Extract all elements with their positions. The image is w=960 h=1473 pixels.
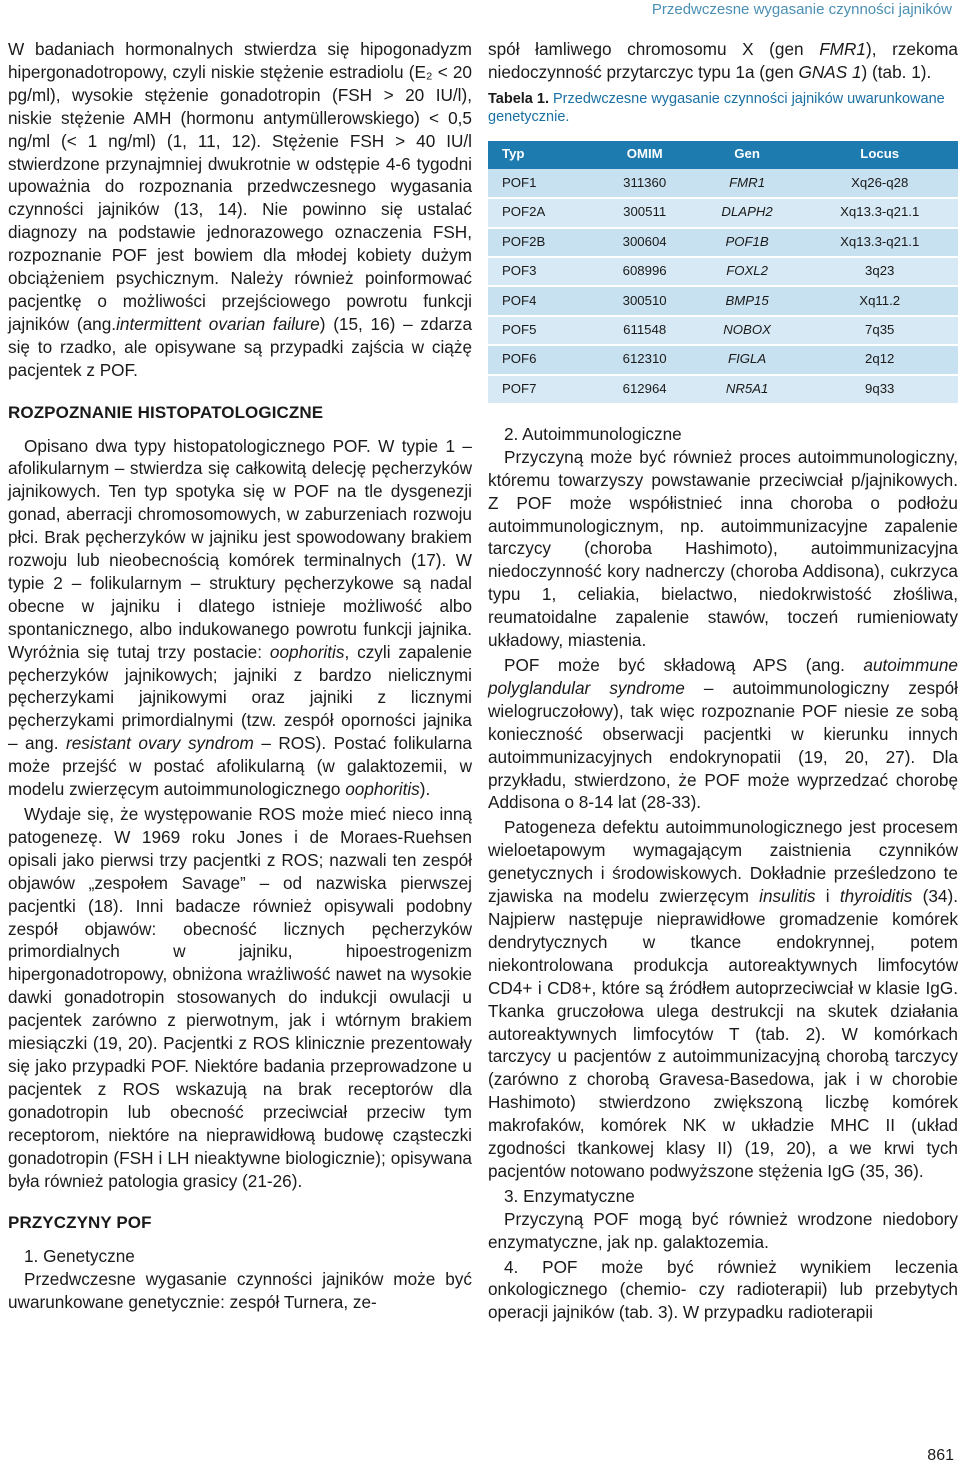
table-header-locus: Locus <box>860 146 900 162</box>
page-number: 861 <box>927 1447 954 1464</box>
table-cell: DLAPH2 <box>721 204 773 220</box>
paragraph-aps: POF może być składową APS (ang. autoimmune polyglandular syndrome – autoimmunologiczny zespół wielogruczołowy), tak więc rozpoznanie POF niesie ze sobą konieczność obserwacji pacjentki w kierunku innych autoimmunizacyjnych endokrynopatii (19, 20, 27). Dla przykładu, stwierdzono, że POF może wyprzedzać chorobę Addisona o 8-14 lat (28-33). <box>488 655 959 813</box>
subheading-autoimmune: 2. Autoimmunologiczne <box>504 423 682 444</box>
table-cell: 9q33 <box>865 380 895 396</box>
paragraph-genetic: Przedwczesne wygasanie czynności jajników może być uwarunkowane genetycznie: zespół Turnera, ze- <box>8 1269 472 1313</box>
table-row <box>488 375 958 404</box>
table-cell: POF3 <box>502 263 537 279</box>
table-cell: 3q23 <box>865 263 895 279</box>
subheading-genetic: 1. Genetyczne <box>24 1246 135 1267</box>
running-header <box>0 0 960 22</box>
table-cell: 2q12 <box>865 351 895 367</box>
table-row <box>488 198 958 227</box>
table-cell: Xq26-q28 <box>851 174 909 190</box>
table-row <box>488 169 958 198</box>
subheading-enzymatic: 3. Enzymatyczne <box>504 1185 635 1206</box>
table-cell: BMP15 <box>725 292 769 308</box>
table-cell: NOBOX <box>723 322 771 337</box>
table-cell: 612964 <box>622 380 667 396</box>
table-row <box>488 345 958 374</box>
table-cell: 300511 <box>623 204 667 220</box>
table-cell: 300510 <box>622 292 667 308</box>
table-row <box>488 228 958 257</box>
table-cell: 608996 <box>622 263 667 279</box>
table-cell: 300604 <box>622 233 667 249</box>
table-cell: POF6 <box>502 351 537 367</box>
table-cell: POF1 <box>502 174 537 190</box>
table-header-row <box>488 141 958 169</box>
table-header-omim: OMIM <box>626 146 663 162</box>
table-cell: POF2B <box>502 233 546 249</box>
table-cell: POF5 <box>502 322 537 337</box>
table-caption-label: Tabela 1. <box>488 90 549 107</box>
table-cell: NR5A1 <box>725 380 769 396</box>
paragraph-histopathology: Opisano dwa typy histopatologicznego POF. W typie 1 – afolikularnym – stwierdza się całkowitą delecję pęcherzyków jajnikowych. Ten typ spotyka się w POF na tle dysgenezji gonad, aberracji chromosomowych, w zaburzeniach rozwoju płci. Brak pęcherzyków w jajniku jest spowodowany brakiem rozwoju lub nieobecnością komórek terminalnych (17). W typie 2 – folikularnym – struktury pęcherzykowe są nadal obecne w jajniku i dlatego istnieje możliwość albo spontanicznego, albo indukowanego powrotu funkcji jajnika. Wyróżnia się tutaj trzy postacie: oophoritis, czyli zapalenie pęcherzyków jajnikowych; jajniki z bardzo nielicznymi pęcherzykami jajnikowymi oraz jajniki z licznymi pęcherzykami primordialnymi (tzw. zespół oporności jajnika – ang. resistant ovary syndrom – ROS). Postać folikularna może przejść w postać afolikularną (w galaktozemii, w modelu zwierzęcym autoimmunologicznego oophoritis). <box>8 435 473 800</box>
table-cell: 612310 <box>622 351 667 367</box>
table-cell: 311360 <box>623 174 667 190</box>
heading-causes: PRZYCZYNY POF <box>8 1213 152 1233</box>
paragraph-hormonal-diagnosis: W badaniach hormonalnych stwierdza się hipogonadyzm hipergonadotropowy, czyli niskie stężenie estradiolu (E₂ < 20 pg/ml), wysokie stężenie gonadotropin (FSH > 20 IU/l), niskie stężenie AMH (hormonu antymüllerowskiego) < 0,5 ng/ml (< 1 ng/ml) (1, 11, 12). Stężenie FSH > 40 IU/l stwierdzone przynajmniej dwukrotnie w odstępie 4-6 tygodni upoważnia do rozpoznania przedwczesnego wygasania czynności jajników (13, 14). Nie powinno się ustalać diagnozy na podstawie jednorazowego oznaczenia FSH, rozpoznanie POF jest bowiem dla młodej kobiety dużym obciążeniem psychicznym. Należy również poinformować pacjentkę o możliwości przejściowego powrotu funkcji jajników (ang.intermittent ovarian failure) (15, 16) – zdarza się to rzadko, ale opisywane są przypadki zajścia w ciążę pacjentek z POF. <box>8 39 473 380</box>
table-cell: POF4 <box>502 292 537 308</box>
paragraph-enzymatic: Przyczyną POF mogą być również wrodzone niedobory enzymatyczne, jak np. galaktozemia. <box>488 1208 958 1252</box>
table-row <box>488 286 958 315</box>
left-column <box>8 38 472 1316</box>
genetic-pof-table <box>488 141 958 405</box>
running-header-title: Przedwczesne wygasanie czynności jajników <box>651 1 952 18</box>
paragraph-autoimmune: Przyczyną może być również proces autoimmunologiczny, któremu towarzyszy powstawanie przeciwciał p/jajnikowych. Z POF może współistnieć inna choroba o podłożu autoimmunologicznym, np. autoimmunizacyjne zapalenie tarczycy (choroba Hashimoto), autoimmunizacyjna niedoczynność kory nadnerczy (choroba Addisona), cukrzyca typu 1, celiakia, bielactwo, niedokrwistość złośliwa, reumatoidalne zapalenie stawów, toczeń rumieniowaty układowy, miastenia. <box>488 446 958 651</box>
table-cell: FIGLA <box>728 351 767 367</box>
table-header-gen: Gen <box>734 146 760 162</box>
table-cell: POF7 <box>502 380 537 396</box>
table-cell: FMR1 <box>729 174 766 190</box>
table-header-typ: Typ <box>502 146 525 162</box>
paragraph-oncologic: 4. POF może być również wynikiem leczenia onkologicznego (chemio- czy radioterapii) lub przebytych operacji jajników (tab. 3). W przypadku radioterapii <box>488 1256 958 1323</box>
table-cell: 611548 <box>623 322 667 337</box>
table-cell: Xq11.2 <box>859 292 901 308</box>
table-cell: POF2A <box>502 204 546 220</box>
table-caption-text: Przedwczesne wygasanie czynności jajników uwarunkowane genetycznie. <box>488 90 945 126</box>
table-cell: FOXL2 <box>726 263 768 279</box>
paragraph-pathogenesis: Patogeneza defektu autoimmunologicznego jest procesem wieloetapowym wymagającym zaistnienia czynników genetycznych i środowiskowych. Dokładnie prześledzono te zjawiska na modelu zwierzęcym insulitis i thyroiditis (34). Najpierw następuje nieprawidłowe gromadzenie komórek dendrytycznych w tkance endokrynnej, potem niekontrolowana produkcja autoreaktywnych limfocytów CD4+ i CD8+, które są źródłem autoprzeciwciał w klasie IgG. Tkanka gruczołowa ulega destrukcji na skutek działania autoreaktywnych limfocytów T (tab. 2). W komórkach tarczycy u pacjentów z autoimmunizacyjną chorobą tarczycy (zarówno z chorobą Gravesa-Basedowa, jak i w chorobie Hashimoto) stwierdzono zwiększoną liczbę komórek makrofaków, komórek NK w układzie MHC II (układ zgodności tkankowej klasy II) (19, 20), a we krwi tych pacjentów notowano podwyższone stężenia IgG (35, 36). <box>488 817 958 1181</box>
paragraph-ros: Wydaje się, że występowanie ROS może mieć nieco inną patogenezę. W 1969 roku Jones i de Moraes-Ruehsen opisali jako pierwsi trzy pacjentki z ROS; nazwali ten zespół objawów „zespołem Savage” – od nazwiska pierwszej pacjentki (18). Inni badacze również opisywali podobny zespół objawów: obecność licznych pęcherzyków primordialnych w jajniku, hipoestrogenizm hipergonadotropowy, obniżona wrażliwość nawet na wysokie dawki gonadotropin stosowanych do indukcji owulacji u pacjentek zarówno z pierwotnym, jak i wtórnym brakiem miesiączki (19, 20). Pacjentki z ROS klinicznie prezentowały się jako przypadki POF. Niektóre badania przeprowadzone u pacjentek z ROS wskazują na brak receptorów dla gonadotropin lub obecność przeciwciał przeciw tym receptorom, niektóre na nieprawidłową budowę cząsteczki gonadotropin (FSH i LH nieaktywne biologicznie); opisywana była również patologia grasicy (21-26). <box>8 804 472 1191</box>
table-row <box>488 316 958 345</box>
table-cell: POF1B <box>725 233 769 249</box>
table-cell: Xq13.3-q21.1 <box>840 204 920 220</box>
table-cell: Xq13.3-q21.1 <box>840 233 920 249</box>
table-caption <box>488 90 958 127</box>
heading-histopathology: ROZPOZNANIE HISTOPATOLOGICZNE <box>8 402 324 422</box>
right-column <box>488 38 958 1326</box>
table-row <box>488 257 958 286</box>
table-cell: 7q35 <box>865 322 895 337</box>
paragraph-genetic-continued: spół łamliwego chromosomu X (gen FMR1), rzekoma niedoczynność przytarczyc typu 1a (gen GNAS 1) (tab. 1). <box>488 39 958 82</box>
